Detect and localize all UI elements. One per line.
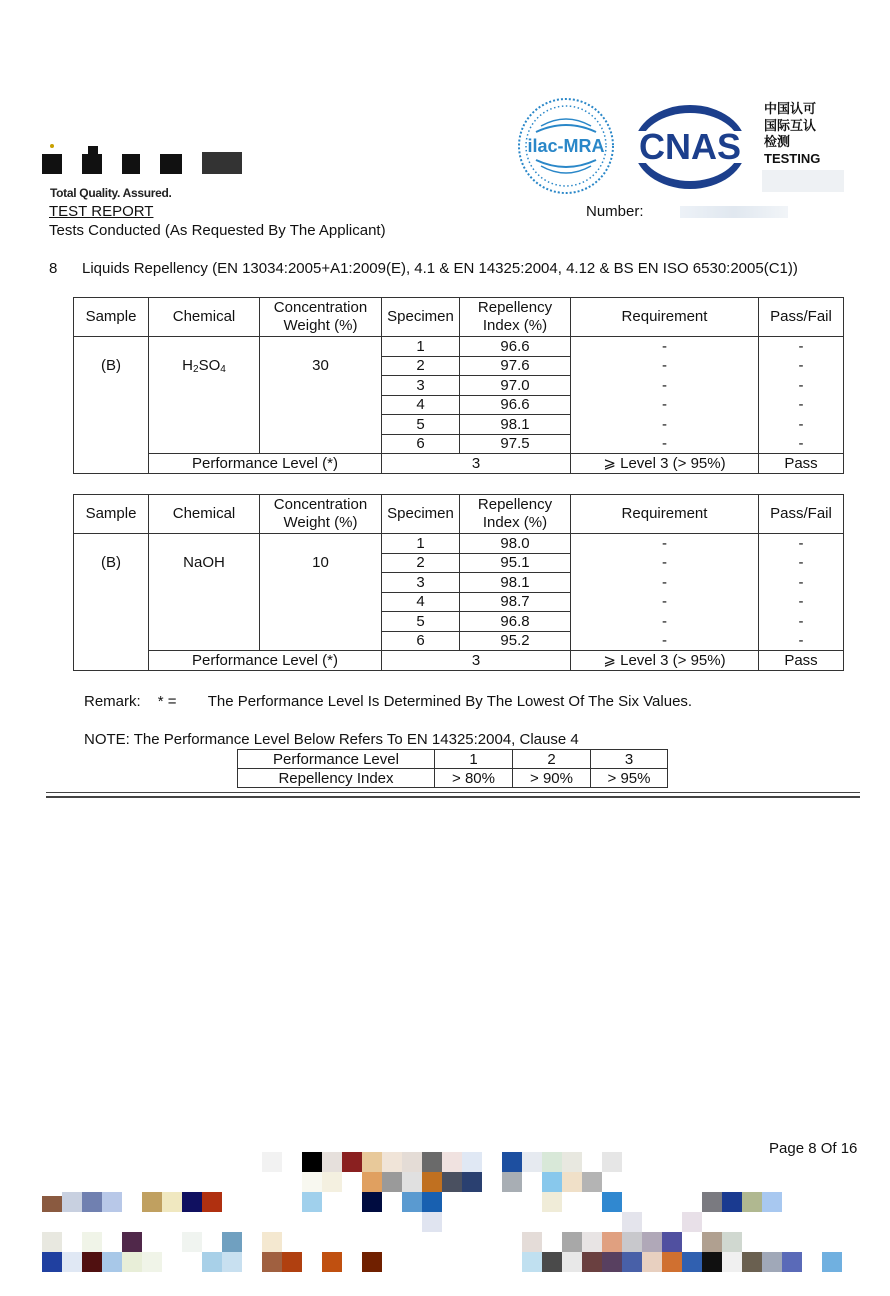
page-number: Page 8 Of 16 <box>769 1140 858 1157</box>
performance-row <box>74 651 844 671</box>
header-concentration: Concentration Weight (%) <box>260 298 382 337</box>
company-tagline: Total Quality. Assured. <box>50 186 172 200</box>
header-specimen: Specimen <box>382 298 460 337</box>
table-row <box>74 534 844 554</box>
sample-cell: (B) <box>74 337 149 474</box>
results-table-h2so4 <box>73 297 844 474</box>
header-requirement: Requirement <box>571 298 759 337</box>
specimen-cell: 6 <box>382 631 460 651</box>
performance-result: Pass <box>759 454 844 474</box>
requirement-cell: - <box>571 415 759 435</box>
sample-cell: (B) <box>74 534 149 671</box>
pass-fail-cell: - <box>759 553 844 573</box>
index-cell: 95.2 <box>460 631 571 651</box>
requirement-cell: - <box>571 573 759 593</box>
cnas-number-redacted <box>762 170 844 192</box>
pass-fail-cell: - <box>759 337 844 357</box>
index-cell: 96.6 <box>460 395 571 415</box>
specimen-cell: 6 <box>382 434 460 454</box>
pass-fail-cell: - <box>759 395 844 415</box>
index-cell: 97.0 <box>460 376 571 396</box>
specimen-cell: 4 <box>382 395 460 415</box>
note-line: NOTE: The Performance Level Below Refers To EN 14325:2004, Clause 4 <box>84 731 579 748</box>
cnas-cn-line: 检测 <box>764 134 791 149</box>
pass-fail-cell: - <box>759 631 844 651</box>
requirement-cell: - <box>571 434 759 454</box>
specimen-cell: 1 <box>382 337 460 357</box>
cnas-cn-line: 国际互认 <box>764 117 817 133</box>
header-sample: Sample <box>74 495 149 534</box>
requirement-cell: - <box>571 553 759 573</box>
specimen-cell: 2 <box>382 553 460 573</box>
index-cell: 96.6 <box>460 337 571 357</box>
pass-fail-cell: - <box>759 573 844 593</box>
section-divider <box>46 792 860 798</box>
specimen-cell: 5 <box>382 415 460 435</box>
requirement-cell: - <box>571 356 759 376</box>
cnas-logo <box>632 103 748 191</box>
index-cell: 98.0 <box>460 534 571 554</box>
index-cell: 97.5 <box>460 434 571 454</box>
requirement-cell: - <box>571 337 759 357</box>
header-chemical: Chemical <box>149 495 260 534</box>
index-cell: 97.6 <box>460 356 571 376</box>
pass-fail-cell: - <box>759 612 844 632</box>
header-repellency: Repellency Index (%) <box>460 495 571 534</box>
header-specimen: Specimen <box>382 495 460 534</box>
requirement-cell: - <box>571 534 759 554</box>
pass-fail-cell: - <box>759 592 844 612</box>
level-threshold-row <box>238 769 668 788</box>
index-cell: 98.1 <box>460 415 571 435</box>
performance-value: 3 <box>382 651 571 671</box>
results-table-naoh <box>73 494 844 671</box>
company-logo <box>42 140 242 174</box>
requirement-cell: - <box>571 376 759 396</box>
chemical-cell: NaOH <box>149 534 260 651</box>
chemical-cell: $H_2SO_4$ <box>149 337 260 454</box>
level-threshold: > 80% <box>435 769 513 788</box>
concentration-cell: 30 <box>260 337 382 454</box>
level-threshold: > 90% <box>513 769 591 788</box>
level-number: 2 <box>513 750 591 769</box>
section-heading <box>49 260 798 277</box>
level-header-label: Performance Level <box>238 750 435 769</box>
cnas-chinese-text <box>764 101 820 167</box>
performance-level-table <box>237 749 668 788</box>
level-threshold: > 95% <box>591 769 668 788</box>
index-cell: 95.1 <box>460 553 571 573</box>
ilac-logo-text: ilac-MRA <box>527 136 605 156</box>
requirement-cell: - <box>571 631 759 651</box>
specimen-cell: 3 <box>382 376 460 396</box>
remark-symbol: * = <box>157 693 177 710</box>
index-cell: 98.1 <box>460 573 571 593</box>
header-pass-fail: Pass/Fail <box>759 495 844 534</box>
header-repellency: Repellency Index (%) <box>460 298 571 337</box>
level-header-row <box>238 750 668 769</box>
concentration-cell: 10 <box>260 534 382 651</box>
requirement-cell: - <box>571 592 759 612</box>
section-title: Liquids Repellency (EN 13034:2005+A1:2009(E), 4.1 & EN 14325:2004, 4.12 & BS EN ISO 6530:2005(C1)) <box>82 260 798 277</box>
level-row-label: Repellency Index <box>238 769 435 788</box>
requirement-cell: - <box>571 612 759 632</box>
specimen-cell: 3 <box>382 573 460 593</box>
tests-conducted-line: Tests Conducted (As Requested By The Applicant) <box>49 222 386 239</box>
section-number: 8 <box>49 260 58 277</box>
level-number: 1 <box>435 750 513 769</box>
pass-fail-cell: - <box>759 534 844 554</box>
ilac-mra-logo <box>516 96 616 196</box>
performance-result: Pass <box>759 651 844 671</box>
table-row <box>74 337 844 357</box>
performance-value: 3 <box>382 454 571 474</box>
table-header-row <box>74 298 844 337</box>
requirement-cell: - <box>571 395 759 415</box>
performance-requirement: ⩾ Level 3 (> 95%) <box>571 454 759 474</box>
pass-fail-cell: - <box>759 376 844 396</box>
index-cell: 96.8 <box>460 612 571 632</box>
level-number: 3 <box>591 750 668 769</box>
specimen-cell: 5 <box>382 612 460 632</box>
report-title: TEST REPORT <box>49 203 154 220</box>
remark-line <box>84 693 692 710</box>
cnas-cn-line: TESTING <box>764 150 821 166</box>
header-concentration: Concentration Weight (%) <box>260 495 382 534</box>
cnas-logo-text: CNAS <box>638 126 742 167</box>
specimen-cell: 2 <box>382 356 460 376</box>
table-header-row <box>74 495 844 534</box>
header-pass-fail: Pass/Fail <box>759 298 844 337</box>
report-number-label: Number: <box>586 203 644 220</box>
pass-fail-cell: - <box>759 434 844 454</box>
performance-row <box>74 454 844 474</box>
performance-label: Performance Level (*) <box>149 454 382 474</box>
header-chemical: Chemical <box>149 298 260 337</box>
specimen-cell: 1 <box>382 534 460 554</box>
remark-label: Remark: <box>84 693 141 710</box>
cnas-cn-line: 中国认可 <box>764 101 817 116</box>
performance-requirement: ⩾ Level 3 (> 95%) <box>571 651 759 671</box>
remark-text: The Performance Level Is Determined By The Lowest Of The Six Values. <box>207 693 693 710</box>
header-requirement: Requirement <box>571 495 759 534</box>
index-cell: 98.7 <box>460 592 571 612</box>
specimen-cell: 4 <box>382 592 460 612</box>
performance-label: Performance Level (*) <box>149 651 382 671</box>
pass-fail-cell: - <box>759 356 844 376</box>
header-sample: Sample <box>74 298 149 337</box>
pass-fail-cell: - <box>759 415 844 435</box>
report-number-redacted <box>680 206 788 218</box>
